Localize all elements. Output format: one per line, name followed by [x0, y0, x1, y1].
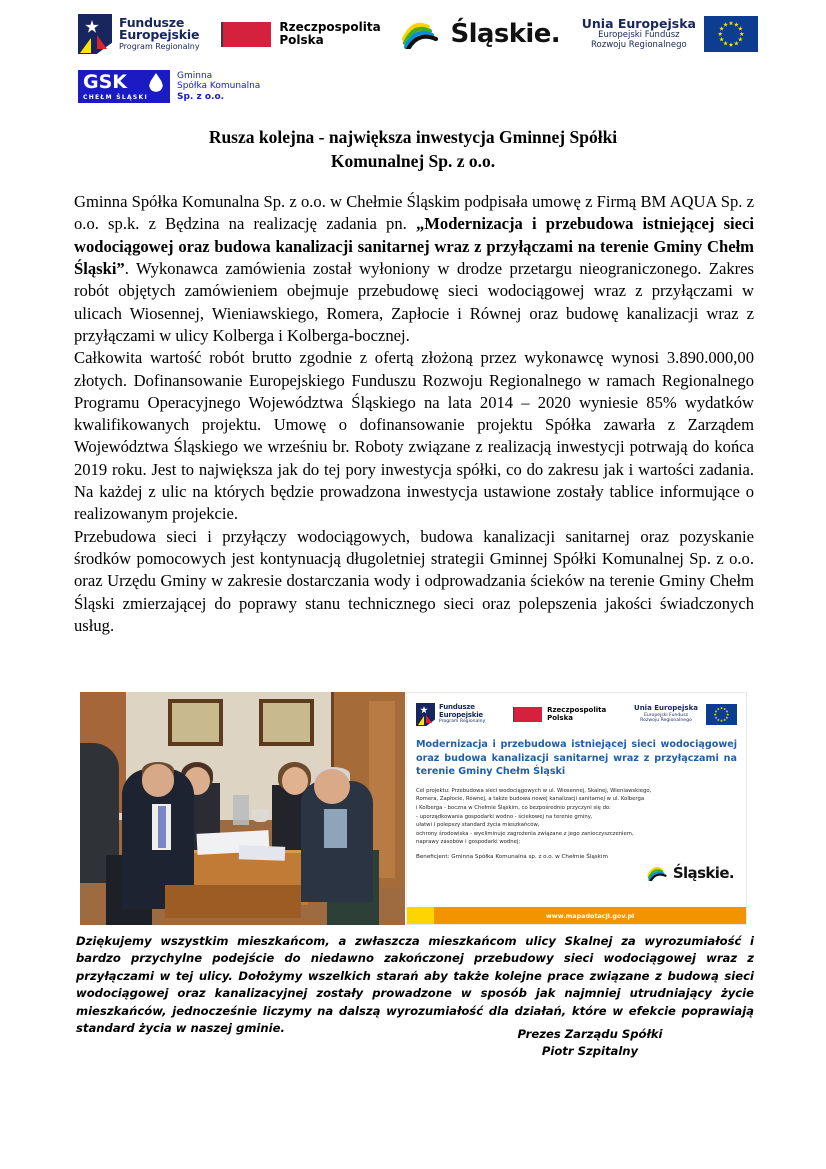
fe-line3: Program Regionalny: [119, 42, 200, 52]
logo-slaskie: [402, 19, 560, 49]
goal-line-1: Cel projektu: Przebudowa sieci wodociągowych w ul. Wiosennej, Skalnej, Wieniawskiego,: [416, 787, 652, 794]
paragraph-2: Całkowita wartość robót brutto zgodnie z ofertą złożoną przez wykonawcę wynosi 3.890.000,00 złotych. Dofinansowanie Europejskiego Funduszu Rozwoju Regionalnego w ramach Regionalnego Programu Operacyjnego Województwa Śląskiego na lata 2014 – 2020 wyniesie 85% wydatków kwalifikowanych projektu. Umowę o dofinansowanie projektu Spółka zawarła z Zarządem Województwa Śląskiego we wrześniu br. Roboty związane z realizacją inwestycji potrwają do końca 2019 roku. Jest to największa jak do tej pory inwestycja spółki, co do zakresu jak i wartości zadania. Na każdej z ulic na których będzie prowadzona inwestycja ustawione zostały tablice informujące o realizowanym projekcie.: [74, 348, 754, 524]
board-fe-line3: Program Regionalny: [439, 718, 486, 724]
goal-line-2: Romera, Zapłocie, Równej, a także budowa nowej kanalizacji sanitarnej w ul. Kolberga: [416, 796, 645, 803]
goal-bullet-1: - uporządkowania gospodarki wodno - ściekowej na terenie gminy,: [416, 813, 593, 820]
board-rp-line2: Polska: [547, 713, 573, 722]
board-fe-line2: Europejskie: [439, 710, 483, 719]
page-title: [110, 126, 716, 174]
logo-unia-europejska: [582, 16, 758, 52]
board-beneficiary: Beneficjent: Gminna Spółka Komunalna sp. z o.o. w Chełmie Śląskim: [416, 853, 608, 860]
article-body: [74, 191, 754, 637]
bar-orange-segment: [434, 907, 746, 924]
board-fe-line1: Fundusze: [439, 703, 475, 712]
board-logo-strip: [407, 693, 746, 726]
project-information-board: [406, 692, 747, 925]
fe-line1: Fundusze: [119, 14, 185, 30]
board-url: www.mapadotacji.gov.pl: [545, 911, 635, 920]
gsk-word2: Spółka Komunalna: [177, 81, 261, 92]
logo-rzeczpospolita-polska: [221, 21, 380, 48]
ue-line1: Unia Europejska: [581, 16, 696, 32]
polish-flag-icon: [221, 22, 271, 47]
fundusze-europejskie-icon: [78, 14, 112, 54]
signature-name: Piotr Szpitalny: [541, 1044, 639, 1059]
board-logo-rzeczpospolita-polska: [513, 707, 606, 723]
board-ue-line3: Rozwoju Regionalnego: [640, 718, 692, 724]
fundusze-europejskie-icon: [416, 703, 435, 726]
p1-project-name: „Modernizacja i przebudowa istniejącej sieci wodociągowej oraz budowa kanalizacji sanitarnej wraz z przyłączami na terenie Gminy Chełm Śląski”: [74, 214, 754, 278]
p1-part-a: Gminna Spółka Komunalna Sp. z o.o. w Chełmie Śląskim podpisała umowę z Firmą BM AQUA Sp. z o.o. sp.k. z Będzina na realizację zadania pn.: [74, 192, 754, 234]
signature-role: Prezes Zarządu Spółki: [517, 1027, 663, 1041]
gsk-locality: CHEŁM ŚLĄSKI: [83, 93, 149, 101]
board-project-title: Modernizacja i przebudowa istniejącej sieci wodociągowej oraz budowa kanalizacji sanitarnej wraz z przyłączami na terenie Gminy Chełm Śląski: [416, 739, 737, 778]
board-url-bar: [407, 907, 746, 924]
fundusze-europejskie-wordmark: [119, 14, 200, 52]
board-rp-line1: Rzeczpospolita: [547, 705, 607, 714]
fe-line2: Europejskie: [119, 27, 200, 43]
unia-europejska-wordmark: [582, 17, 696, 51]
polish-flag-icon: [513, 707, 542, 722]
logo-fundusze-europejskie: [78, 14, 200, 54]
rp-line1: Rzeczpospolita: [279, 19, 381, 34]
signature-block: [470, 1026, 710, 1060]
board-logo-slaskie: [407, 864, 734, 882]
wall-picture-right: [259, 699, 314, 746]
gsk-company-name: [177, 71, 260, 103]
gsk-company-logo: [78, 70, 260, 103]
paragraph-1: [74, 191, 754, 347]
bar-yellow-segment: [407, 907, 434, 924]
rzeczpospolita-wordmark: [279, 21, 380, 48]
rp-line2: Polska: [279, 33, 324, 47]
gsk-acronym: GSK: [83, 70, 128, 93]
board-project-goal: [416, 787, 737, 847]
title-line2: Komunalnej Sp. z o.o.: [330, 150, 496, 171]
board-ue-line2: Europejski Fundusz: [643, 713, 689, 719]
goal-bullet-4: naprawy zasobów i gospodarki wodnej;: [416, 839, 521, 846]
title-line1: Rusza kolejna - największa inwestycja Gminnej Spółki: [208, 127, 618, 147]
photo-caption: Dziękujemy wszystkim mieszkańcom, a zwłaszcza mieszkańcom ulicy Skalnej za wyrozumiałość i bardzo przychylne podejście do niedawno zakończonej przebudowy sieci wodociągowej wraz z przyłączami w tej ulicy. Dołożymy wszelkich starań aby także kolejne prace związane z budową sieci wodociągowej oraz kanalizacyjnej zostały prowadzone w sposób jak najmniej utrudniający życie mieszkańców, jednocześnie liczymy na dalszą wyrozumiałość dla działań, które w efekcie poprawiają standard życia w naszej gminie.: [76, 934, 754, 1035]
paragraph-3: Przebudowa sieci i przyłączy wodociągowych, budowa kanalizacji sanitarnej oraz pozyskanie środków pomocowych jest kontynuacją długoletniej strategii Gminnej Spółki Komunalnej Sp. z o.o. oraz Urzędu Gminy w zakresie dostarczania wody i odprowadzania ścieków na terenie Gminy Chełm Śląski zmierzającej do poprawy stanu technicznego sieci oraz polepszenia jakości świadczonych usług.: [74, 526, 754, 635]
board-ue-line1: Unia Europejska: [634, 704, 698, 713]
wall-picture-left: [168, 699, 223, 746]
signing-ceremony-photo: [80, 692, 405, 925]
goal-line-3: i Kolberga - boczna w Chełmie Śląskim, co bezpośrednio przyczyni się do:: [416, 804, 611, 811]
slaskie-waves-icon: [647, 865, 669, 881]
eu-flag-icon: [706, 704, 737, 725]
gsk-word1: Gminna: [177, 70, 213, 81]
ue-line2: Europejski Fundusz: [598, 30, 680, 41]
slaskie-wordmark: Śląskie.: [450, 19, 561, 49]
goal-bullet-2: ułatwi i polepszy standard życia mieszkańców,: [416, 822, 540, 829]
ue-line3: Rozwoju Regionalnego: [591, 40, 687, 51]
eu-flag-icon: [704, 16, 758, 52]
slaskie-waves-icon: [402, 19, 442, 49]
board-logo-unia-europejska: [634, 704, 737, 725]
gsk-badge: [78, 70, 170, 103]
board-logo-fundusze-europejskie: [416, 703, 485, 726]
board-slaskie-wordmark: Śląskie.: [672, 863, 734, 882]
goal-bullet-3: ochrony środowiska - wyeliminuje zagrożenia związane z jego zanieczyszczeniem,: [416, 830, 634, 837]
eu-funding-logo-strip: [78, 8, 758, 60]
p1-part-b: . Wykonawca zamówienia został wyłoniony w drodze przetargu nieograniczonego. Zakres robót objętych zamówieniem obejmuje przebudowę sieci wodociągowej wraz z przyłączami w ulicach Wiosennej, Wieniawskiego, Romera, Zapłocie i Równej oraz budowę kanalizacji wraz z przyłączami w ulicy Kolberga i Kolberga-bocznej.: [74, 258, 754, 345]
gsk-word3: Sp. z o.o.: [177, 91, 225, 102]
